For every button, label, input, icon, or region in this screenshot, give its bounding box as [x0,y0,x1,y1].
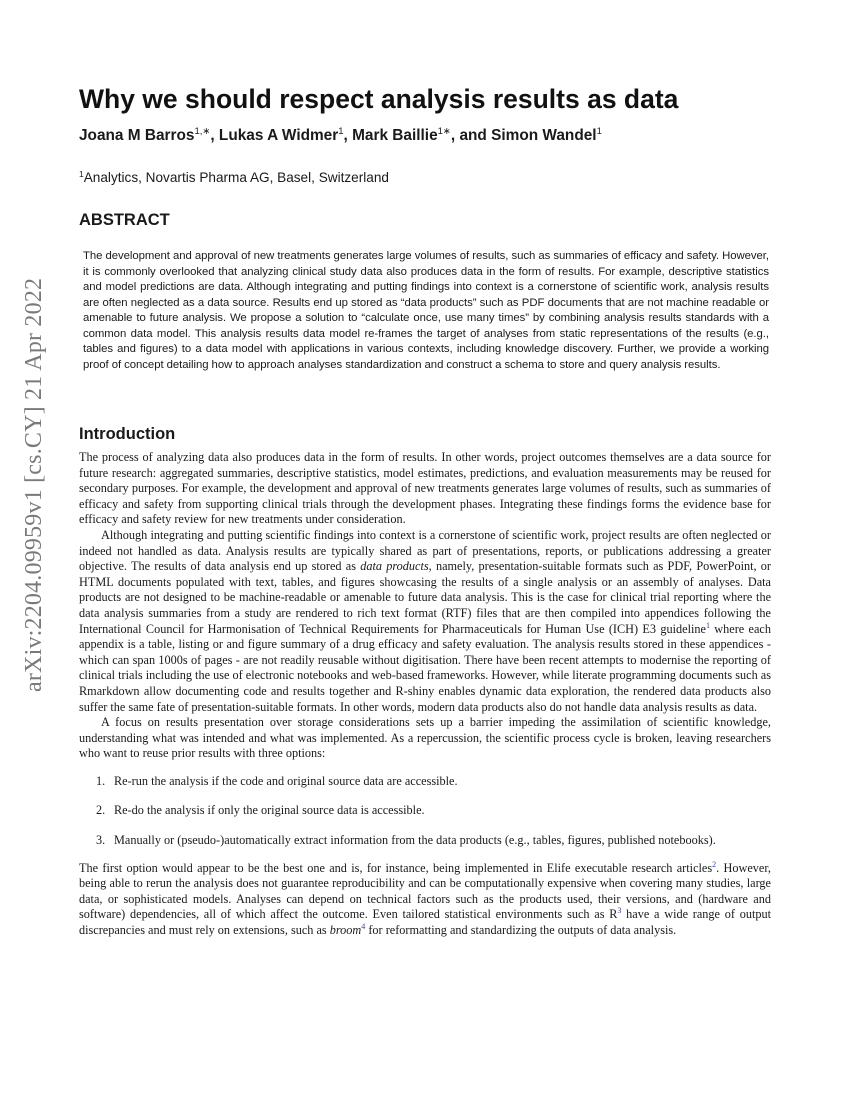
affiliation [79,170,389,185]
author-name: Lukas A Widmer [218,127,339,144]
author-separator: , [210,127,219,144]
broom-emphasis: broom [329,923,362,938]
list-item-text: Re-do the analysis if only the original source data is accessible. [114,803,425,818]
paragraph-4-text: for reformatting and standardizing the outputs of data analysis. [365,923,677,938]
paragraph-2 [79,528,771,715]
list-number: 2. [96,803,106,818]
footnote-ref-4[interactable]: 4 [361,922,366,932]
paragraph-4-text: have a wide range of output discrepancies and must rely on extensions, such as [79,907,771,938]
abstract-heading: ABSTRACT [79,211,170,229]
paragraph-4-text: The first option would appear to be the best one and is, for instance, being implemented in Elife executable research articles [79,860,713,875]
author-affiliation-mark: 1 [338,126,344,137]
paragraph-2-text: Although integrating and putting scientific findings into context is a cornerstone of scientific work, project results are often neglected or indeed not handled as data. Analysis results are typically shared as part of presentations, reports, or publications addressing a greater objective. The results of data analysis end up stored as [79,527,771,574]
affiliation-text: Analytics, Novartis Pharma AG, Basel, Switzerland [83,170,389,185]
options-list [79,774,771,849]
data-products-emphasis: data products [360,559,429,574]
paragraph-2-text: where each appendix is a table, listing or and figure summary of a drug efficacy and safety evaluation. The analysis results stored in these appendices - which can span 1000s of pages - are not readily reusable without digitisation. There have been recent attempts to modernise the reporting of clinical trials including the use of electronic notebooks and web-based frameworks. However, while literate programming documents such as Rmarkdown allow documenting code and results together and R-shiny enables dynamic data exploration, the rendered data products also suffer the same fate of presentation-suitable formats. In other words, modern data products also do not handle data analysis results as data. [79,621,771,714]
author-list [79,127,602,145]
list-item-text: Re-run the analysis if the code and original source data are accessible. [114,773,458,788]
footnote-ref-3[interactable]: 3 [617,906,622,916]
list-number: 3. [96,833,106,848]
paragraph-3: A focus on results presentation over storage considerations sets up a barrier impeding the assimilation of scientific knowledge, understanding what was intended and what was implemented. As a repercussion, the scientific process cycle is broken, leaving researchers who want to reuse prior results with three options: [79,715,771,761]
author-separator: , and [450,127,492,144]
author-affiliation-mark: 1∗ [437,126,451,137]
paper-title: Why we should respect analysis results as data [79,84,679,114]
list-item-text: Manually or (pseudo-)automatically extract information from the data products (e.g., tables, figures, published notebooks). [114,833,716,848]
paragraph-2-text: , namely, presentation-suitable formats such as PDF, PowerPoint, or HTML documents populated with text, tables, and figures showcasing the results of a single analysis or an assembly of analyses. Data products are not designed to be machine-readable or amenable to future data analysis. This is the case for clinical trial reporting where the data analysis summaries from a study are rendered to rich text format (RTF) files that are then compiled into appendices following the International Council for Harmonisation of Technical Requirements for Pharmaceuticals for Human Use (ICH) E3 guideline [79,559,771,636]
arxiv-identifier: arXiv:2204.09959v1 [cs.CY] 21 Apr 2022 [21,277,47,692]
author-name: Mark Baillie [352,127,438,144]
author-affiliation-mark: 1 [596,126,602,137]
introduction-body [79,450,771,939]
footnote-ref-1[interactable]: 1 [705,620,710,630]
author-separator: , [343,127,353,144]
author-affiliation-mark: 1,∗ [194,126,211,137]
author-name: Simon Wandel [491,127,597,144]
list-item [79,833,771,849]
abstract-text: The development and approval of new treatments generates large volumes of results, such as summaries of efficacy and safety. However, it is commonly overlooked that analyzing clinical study data also produces data in the form of results. For example, descriptive statistics and model predictions are data. Although integrating and putting findings into context is a cornerstone of scientific work, analysis results are often neglected as a data source. Results end up stored as “data products” such as PDF documents that are not machine readable or amenable to future analysis. We propose a solution to “calculate once, use many times” by combining analysis results standards with a common data model. This analysis results data model re-frames the target of analyses from static representations of the results (e.g., tables and figures) to a data model with applications in various contexts, including knowledge discovery. Further, we provide a working proof of concept detailing how to approach analyses standardization and construct a schema to store and query analysis results. [83,250,769,371]
paragraph-4 [79,861,771,939]
introduction-heading: Introduction [79,425,176,443]
affiliation-mark: 1 [79,169,84,179]
list-number: 1. [96,773,106,788]
paragraph-1: The process of analyzing data also produces data in the form of results. In other words, project outcomes themselves are a data source for future research: aggregated summaries, descriptive statistics, model estimates, predictions, and evaluation measurements may be reused for secondary purposes. For example, the development and approval of new treatments generates large volumes of results, such as summaries of efficacy and safety from supporting clinical trials through the development phases. Integrating these findings forms the evidence base for efficacy and safety review for new treatments under consideration. [79,450,771,527]
paragraph-4-text: . However, being able to rerun the analysis does not guarantee reproducibility and can be computationally expensive when covering many studies, large data, or sophisticated models. Analyses can depend on technical factors such as the products used, their versions, and (hardware and software) dependencies, all of which affect the outcome. Even tailored statistical environments such as R [79,860,771,922]
list-item [79,774,771,790]
footnote-ref-2[interactable]: 2 [712,859,717,869]
author-name: Joana M Barros [79,127,195,144]
list-item [79,803,771,819]
